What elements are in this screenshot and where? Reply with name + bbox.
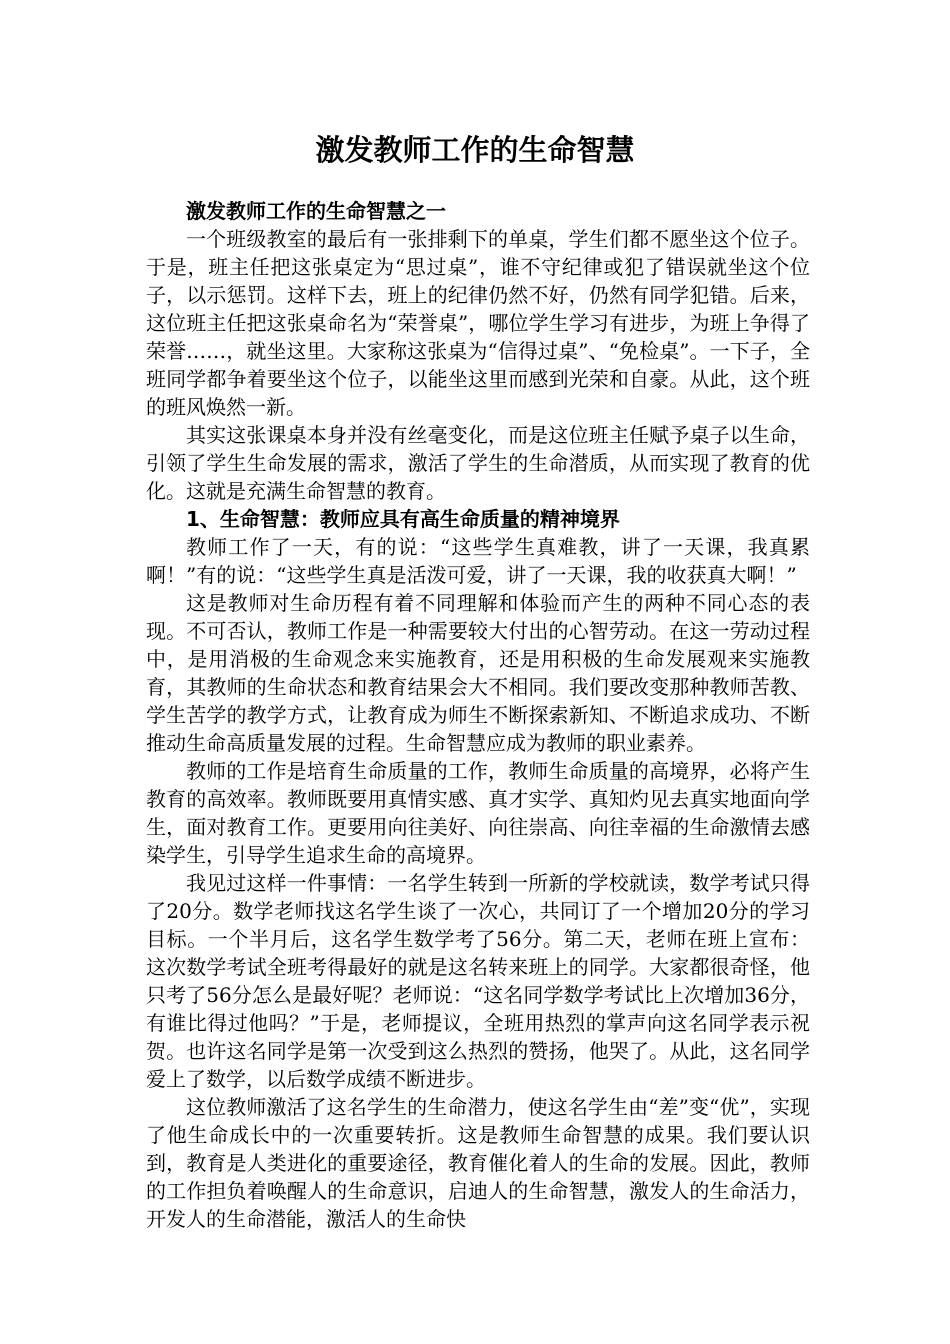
document-title: 激发教师工作的生命智慧 — [315, 133, 635, 167]
body-paragraph: 这是教师对生命历程有着不同理解和体验而产生的两种不同心态的表现。不可否认，教师工作是一种需要较大付出的心智劳动。在这一劳动过程中，是用消极的生命观念来实施教育，还是用积极的生命发展观来实施教育，其教师的生命状态和教育结果会大不相同。我们要改变那种教师苦教、学生苦学的教学方式，让教育成为师生不断探索新知、不断追求成功、不断推动生命高质量发展的过程。生命智慧应成为教师的职业素养。 — [146, 591, 810, 755]
body-paragraph: 一个班级教室的最后有一张排剩下的单桌，学生们都不愿坐这个位子。于是，班主任把这张桌定为“思过桌”，谁不守纪律或犯了错误就坐这个位子，以示惩罚。这样下去，班上的纪律仍然不好，仍然有同学犯错。后来，这位班主任把这张桌命名为“荣誉桌”，哪位学生学习有进步，为班上争得了荣誉……，就坐这里。大家称这张桌为“信得过桌”、“免检桌”。一下子，全班同学都争着要坐这个位子，以能坐这里而感到光荣和自豪。从此，这个班的班风焕然一新。 — [146, 227, 810, 419]
body-paragraph: 我见过这样一件事情：一名学生转到一所新的学校就读，数学考试只得了20分。数学老师找这名学生谈了一次心，共同订了一个增加20分的学习目标。一个半月后，这名学生数学考了56分。第二天，老师在班上宣布：这次数学考试全班考得最好的就是这名转来班上的同学。大家都很奇怪，他只考了56分怎么是最好呢？老师说：“这名同学数学考试比上次增加36分，有谁比得过他吗？”于是，老师提议，全班用热烈的掌声向这名同学表示祝贺。也许这名同学是第一次受到这么热烈的赞扬，他哭了。从此，这名同学爱上了数学，以后数学成绩不断进步。 — [146, 871, 810, 1091]
body-paragraph: 教师工作了一天，有的说：“这些学生真难教，讲了一天课，我真累啊！”有的说：“这些学生真是活泼可爱，讲了一天课，我的收获真大啊！” — [146, 535, 810, 587]
body-paragraph: 教师的工作是培育生命质量的工作，教师生命质量的高境界，必将产生教育的高效率。教师既要用真情实感、真才实学、真知灼见去真实地面向学生，面对教育工作。更要用向往美好、向往崇高、向往幸福的生命激情去感染学生，引导学生追求生命的高境界。 — [146, 759, 810, 867]
section-heading: 1、生命智慧：教师应具有高生命质量的精神境界 — [186, 507, 620, 531]
document-body — [146, 197, 810, 1233]
body-paragraph: 其实这张课桌本身并没有丝毫变化，而是这位班主任赋予桌子以生命，引领了学生生命发展的需求，激活了学生的生命潜质，从而实现了教育的优化。这就是充满生命智慧的教育。 — [146, 423, 810, 503]
body-paragraph: 这位教师激活了这名学生的生命潜力，使这名学生由“差”变“优”，实现了他生命成长中的一次重要转折。这是教师生命智慧的成果。我们要认识到，教育是人类进化的重要途径，教育催化着人的生命的发展。因此，教师的工作担负着唤醒人的生命意识，启迪人的生命智慧，激发人的生命活力，开发人的生命潜能，激活人的生命快 — [146, 1095, 810, 1231]
section-heading: 激发教师工作的生命智慧之一 — [186, 199, 446, 223]
